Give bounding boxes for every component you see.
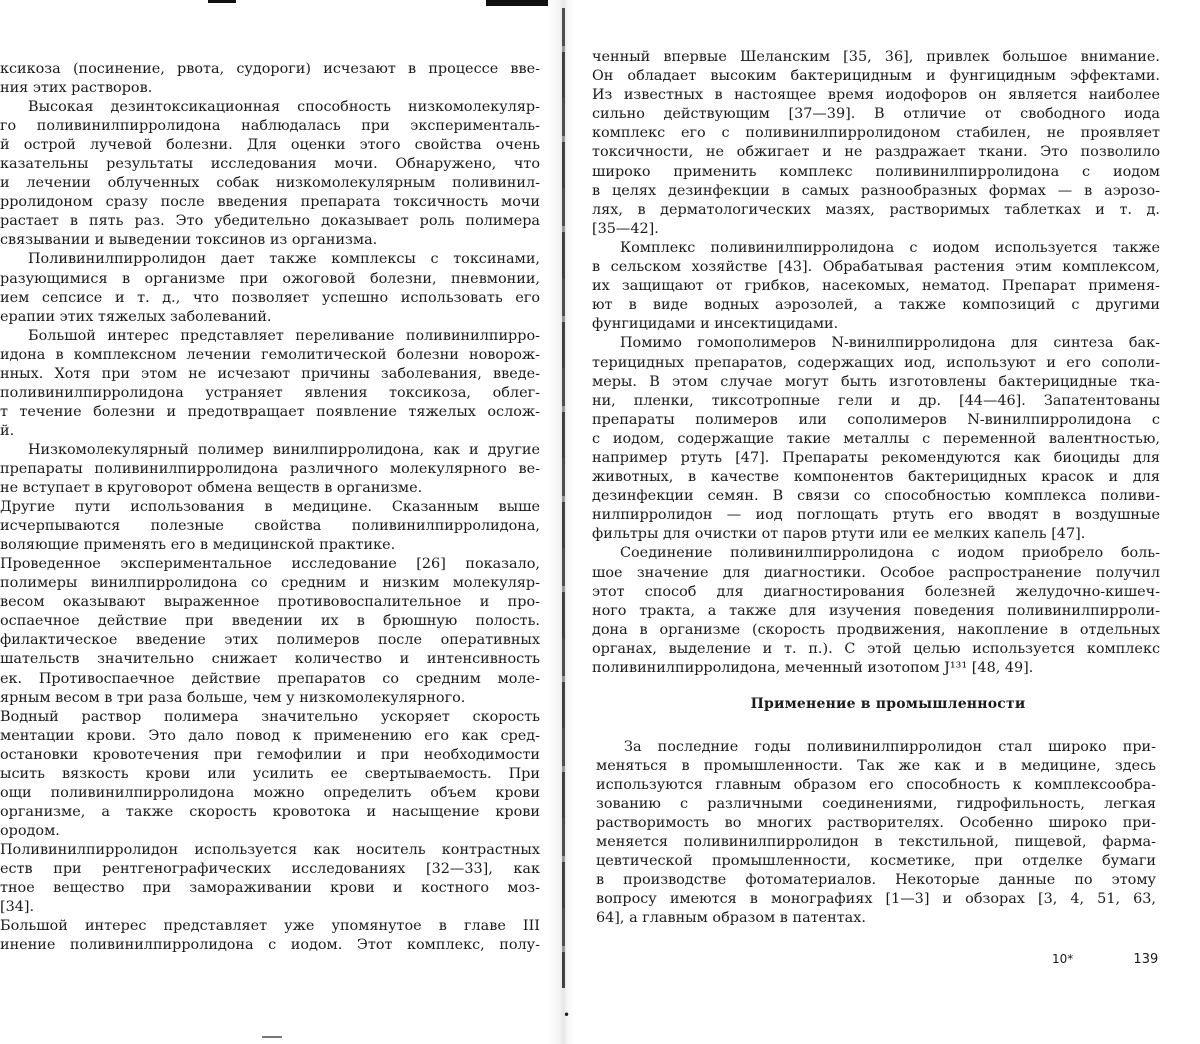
text-line: Комплекс поливинилпирролидона с иодом используется также bbox=[620, 239, 1160, 256]
text-line: т течение болезни и предотвращает появление тяжелых ослож- bbox=[0, 403, 540, 420]
text-line: ния этих растворов. bbox=[0, 80, 153, 97]
text-line: остановки кровотечения при гемофилии и при необходимости bbox=[0, 746, 540, 763]
text-line: дона в организме (скорость продвижения, накопление в отдельных bbox=[592, 621, 1160, 638]
text-line: исчерпываются полезные свойства поливинилпирролидона, bbox=[0, 518, 540, 535]
right-page bbox=[576, 0, 1200, 1044]
left-page bbox=[0, 0, 548, 1044]
text-line: За последние годы поливинилпирролидон стал широко при- bbox=[624, 739, 1156, 755]
text-line: полимеры винилпирролидона со средним и низким молекуляр- bbox=[0, 575, 540, 592]
text-line: ерапии этих тяжелых заболеваний. bbox=[0, 308, 272, 325]
text-line: [34]. bbox=[0, 899, 35, 916]
text-line: го поливинилпирролидона наблюдалась при эксперименталь- bbox=[0, 118, 540, 135]
text-line: идона в комплексном лечении гемолитической болезни новорож- bbox=[0, 346, 540, 363]
gutter-shadow bbox=[562, 8, 565, 988]
text-line: ярным весом в три раза больше, чем у низкомолекулярного. bbox=[0, 689, 466, 706]
text-line: не вступает в круговорот обмена веществ в организме. bbox=[0, 480, 423, 497]
text-line: и лечении облученных собак низкомолекулярным поливинил- bbox=[0, 175, 540, 192]
text-line: сильно действующим [37—39]. В отличие от свободного иода bbox=[592, 106, 1160, 123]
scan-artifact bbox=[262, 1036, 282, 1038]
text-line: комплекс его с поливинилпирролидоном стабилен, не проявляет bbox=[592, 125, 1160, 142]
text-line: фунгицидами и инсектицидами. bbox=[592, 316, 839, 333]
text-line: Он обладает высоким бактерицидным и фунгицидным эффектами. bbox=[592, 68, 1160, 85]
text-line: их защищают от грибков, насекомых, нематод. Препарат применя- bbox=[592, 278, 1160, 295]
section-text bbox=[596, 738, 1156, 928]
text-line: Высокая дезинтоксикационная способность низкомолекуляр- bbox=[28, 99, 540, 116]
text-line: поливинилпирролидона устраняет явления токсикоза, облег- bbox=[0, 384, 540, 401]
text-line: Помимо гомополимеров N-винилпирролидона для синтеза бак- bbox=[620, 335, 1160, 352]
text-line: филактическое введение этих полимеров после оперативных bbox=[0, 632, 540, 649]
text-line: Большой интерес представляет уже упомянутое в главе III bbox=[0, 918, 540, 935]
text-line: ментации крови. Это дало повод к применению его как сред- bbox=[0, 727, 540, 744]
text-line: оспаечное действие при введении их в брюшную полость. bbox=[0, 613, 540, 630]
text-line: разующимися в организме при ожоговой болезни, пневмонии, bbox=[0, 270, 540, 287]
text-line: токсичности, не обжигает и не раздражает ткани. Это позволило bbox=[592, 144, 1160, 161]
text-line: ородом. bbox=[0, 822, 60, 839]
text-line: препараты полимеров или сополимеров N-винилпирролидона с bbox=[592, 411, 1160, 428]
text-line: меняться в промышленности. Так же как и в медицине, здесь bbox=[596, 758, 1156, 775]
text-line: например ртуть [47]. Препараты рекомендуются как биоциды для bbox=[592, 449, 1160, 466]
text-line: растворимость во многих растворителях. Особенно широко при- bbox=[596, 815, 1156, 832]
text-line: й. bbox=[0, 422, 15, 439]
text-line: ксикоза (посинение, рвота, судороги) исчезают в процессе вве- bbox=[0, 61, 540, 77]
text-line: с иодом, содержащие такие металлы с переменной валентностью, bbox=[592, 430, 1160, 447]
text-line: ек. Противоспаечное действие препаратов со средним моле- bbox=[0, 670, 540, 687]
text-line: 64], а главным образом в патентах. bbox=[596, 910, 866, 927]
scan-artifact bbox=[486, 0, 548, 6]
text-line: органах, выделение и т. п.). С этой целью используется комплекс bbox=[592, 640, 1160, 657]
text-line: нилпирролидон — иод поглощать ртуть его вводят в воздушные bbox=[592, 507, 1160, 524]
text-line: казательны результаты исследования мочи. Обнаружено, что bbox=[0, 156, 540, 173]
scan-artifact bbox=[208, 0, 236, 3]
text-line: организме, а также скорость кровотока и насыщение крови bbox=[0, 803, 540, 820]
page-footer bbox=[1052, 952, 1158, 967]
text-line: шательств значительно снижает количество и интенсивность bbox=[0, 651, 540, 668]
text-line: ченный впервые Шеланским [35, 36], привлек большое внимание. bbox=[592, 49, 1160, 65]
page-number: 139 bbox=[1133, 952, 1159, 967]
text-line: связывании и выведении токсинов из организма. bbox=[0, 232, 378, 249]
text-line: животных, в качестве компонентов бактерицидных красок и для bbox=[592, 469, 1160, 486]
text-line: ного тракта, а также для изучения поведения поливинилпирроли- bbox=[592, 602, 1160, 619]
text-line: вопросу имеются в монографиях [1—3] и обзорах [3, 4, 51, 63, bbox=[596, 891, 1156, 908]
text-line: ощи поливинилпирролидона можно определить объем крови bbox=[0, 784, 540, 801]
text-line: ни, пленки, тиксотропные гели и др. [44—46]. Запатентованы bbox=[592, 392, 1160, 409]
text-line: ют в виде водных аэрозолей, а также композиций с другими bbox=[592, 297, 1160, 314]
text-line: ием сепсисе и т. д., что позволяет успешно использовать его bbox=[0, 289, 540, 306]
text-line: шое значение для диагностики. Особое распространение получил bbox=[592, 564, 1160, 581]
text-line: Из известных в настоящее время иодофоров он является наиболее bbox=[592, 87, 1160, 104]
text-line: Другие пути использования в медицине. Сказанным выше bbox=[0, 499, 540, 516]
section-heading: Применение в промышленности bbox=[750, 696, 1026, 712]
text-line: препараты поливинилпирролидона различного молекулярного ве- bbox=[0, 460, 540, 477]
text-line: в производстве фотоматериалов. Некоторые данные по этому bbox=[596, 872, 1156, 889]
text-line: терицидных препаратов, содержащих иод, используют и его сополи- bbox=[592, 354, 1160, 371]
text-line: весом оказывают выраженное противовоспалительное и про- bbox=[0, 594, 540, 611]
text-line: меняется поливинилпирролидон в текстильной, пищевой, фарма- bbox=[596, 834, 1156, 851]
text-line: дезинфекции семян. В связи со способностью комплекса поливи- bbox=[592, 488, 1160, 505]
text-line: инение поливинилпирролидона с иодом. Этот комплекс, полу- bbox=[0, 937, 540, 954]
text-line: Поливинилпирролидон используется как носитель контрастных bbox=[0, 841, 540, 858]
text-line: цевтической промышленности, косметике, при отделке бумаги bbox=[596, 853, 1156, 870]
right-page-text bbox=[592, 48, 1160, 678]
text-line: Проведенное экспериментальное исследование [26] показало, bbox=[0, 556, 540, 573]
text-line: нных. Хотя при этом не исчезают причины заболевания, введе- bbox=[0, 365, 540, 382]
text-line: еств при рентгенографических исследованиях [32—33], как bbox=[0, 860, 540, 877]
text-line: Низкомолекулярный полимер винилпирролидона, как и другие bbox=[28, 441, 540, 458]
text-line: тное вещество при замораживании крови и костного моз- bbox=[0, 880, 540, 897]
text-line: поливинилпирролидона, меченный изотопом J¹³¹ [48, 49]. bbox=[592, 660, 1034, 676]
text-line: меры. В этом случае могут быть изготовлены бактерицидные тка- bbox=[592, 373, 1160, 390]
text-line: растает в пять раз. Это убедительно доказывает роль полимера bbox=[0, 213, 540, 230]
text-line: фильтры для очистки от паров ртути или ее мелких капель [47]. bbox=[592, 526, 1086, 543]
text-line: используются главным образом его способность к комплексообра- bbox=[596, 777, 1156, 794]
text-line: лях, в дерматологических мазях, растворимых таблетках и т. д. bbox=[592, 201, 1160, 218]
text-line: в сельском хозяйстве [43]. Обрабатывая растения этим комплексом, bbox=[592, 259, 1160, 276]
text-line: Водный раствор полимера значительно ускоряет скорость bbox=[0, 708, 540, 725]
text-line: [35—42]. bbox=[592, 220, 659, 237]
text-line: Большой интерес представляет переливание поливинилпирро- bbox=[28, 327, 540, 344]
text-line: зованию с различными соединениями, гидрофильность, легкая bbox=[596, 796, 1156, 813]
text-line: широко применить комплекс поливинилпирролидона с иодом bbox=[592, 163, 1160, 180]
text-line: рролидоном сразу после введения препарата токсичность мочи bbox=[0, 194, 540, 211]
text-line: Поливинилпирролидон дает также комплексы с токсинами, bbox=[28, 251, 540, 268]
text-line: воляющие применять его в медицинской практике. bbox=[0, 537, 396, 554]
signature-mark: 10* bbox=[1052, 952, 1074, 966]
text-line: в целях дезинфекции в самых разнообразных формах — в аэрозо- bbox=[592, 182, 1160, 199]
left-page-text bbox=[0, 60, 540, 955]
scan-dot: • bbox=[563, 1008, 571, 1022]
text-line: ысить вязкость крови или усилить ее свертываемость. При bbox=[0, 765, 540, 782]
text-line: й острой лучевой болезни. Для оценки этого свойства очень bbox=[0, 137, 540, 154]
text-line: этот способ для диагностирования болезней желудочно-кишеч- bbox=[592, 583, 1160, 600]
text-line: Соединение поливинилпирролидона с иодом приобрело боль- bbox=[620, 545, 1160, 562]
